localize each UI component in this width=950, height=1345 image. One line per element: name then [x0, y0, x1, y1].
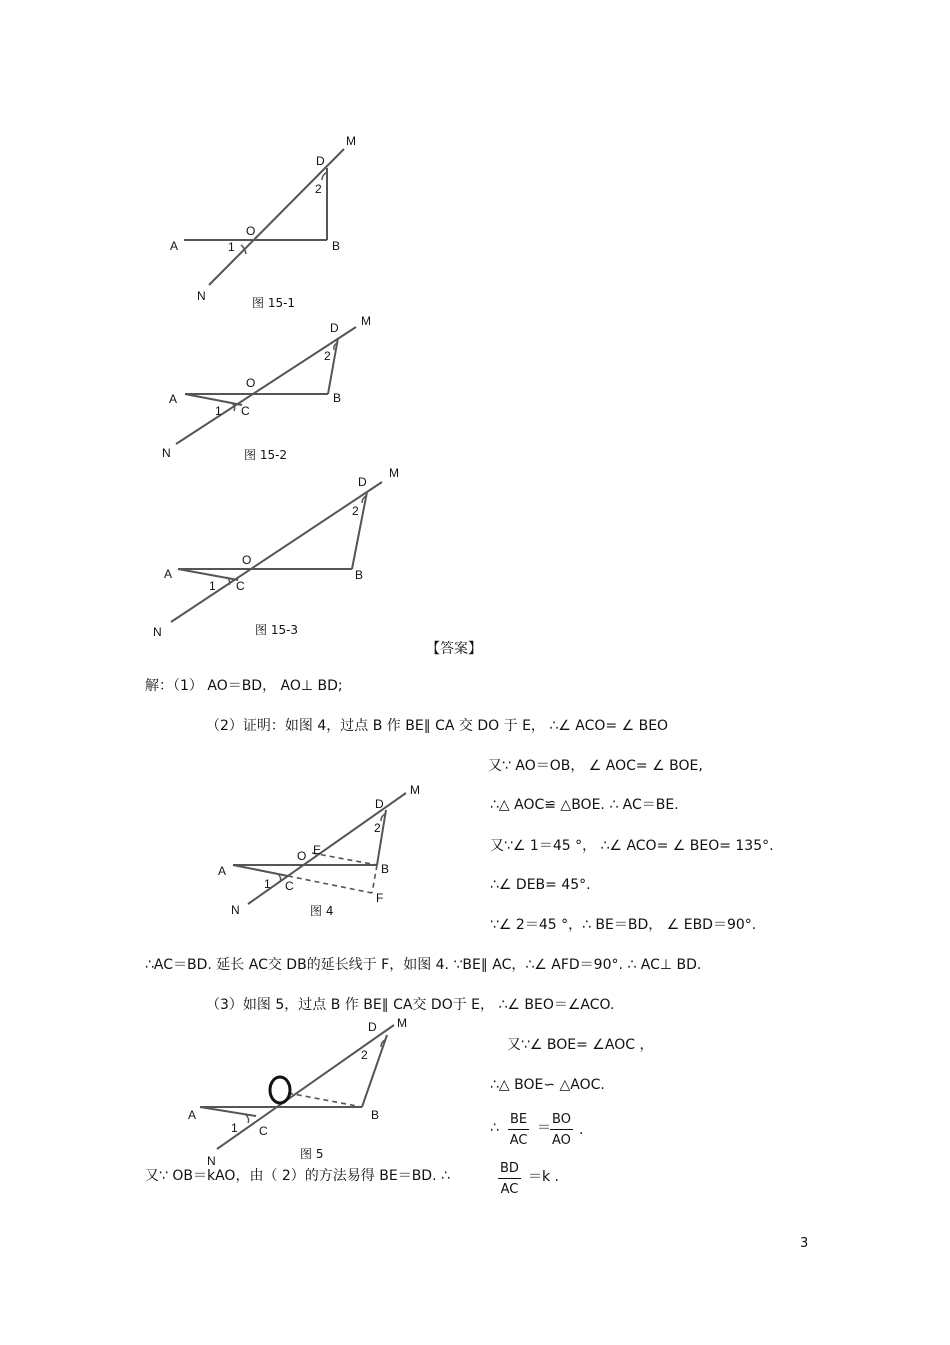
label-M: M: [410, 783, 420, 797]
label-O: O: [297, 849, 307, 863]
label-1: 1: [231, 1121, 238, 1135]
label-C: C: [259, 1124, 268, 1138]
label-B: B: [355, 568, 364, 582]
label-E: E: [313, 843, 322, 857]
label-1: 1: [264, 877, 271, 891]
label-A: A: [164, 567, 173, 581]
page-number: 3: [800, 1236, 809, 1251]
label-N: N: [207, 1154, 216, 1168]
label-2: 2: [324, 349, 331, 363]
answer-part2-line: ∴∠ DEB= 45°.: [490, 877, 591, 893]
label-A: A: [170, 239, 179, 253]
label-O: O: [242, 553, 252, 567]
label-M: M: [361, 314, 371, 328]
label-A: A: [188, 1108, 197, 1122]
figure-caption: 图 15-1: [252, 296, 296, 310]
label-O: O: [246, 224, 256, 238]
label-C: C: [285, 879, 294, 893]
label-N: N: [231, 903, 240, 917]
answer-part2-end: ∴AC＝BD. 延长 AC交 DB的延长线于 F，如图 4. ∵BE∥ AC，∴∠ AFD＝90°. ∴ AC⊥ BD.: [145, 957, 702, 973]
figure-caption: 图 15-3: [255, 623, 299, 637]
answer-part2-line: 又∵ AO＝OB， ∠ AOC= ∠ BOE,: [488, 758, 703, 774]
answer-part3-intro: （3）如图 5，过点 B 作 BE∥ CA交 DO于 E， ∴∠ BEO＝∠ACO.: [206, 997, 615, 1013]
label-N: N: [197, 289, 206, 303]
label-1: 1: [209, 579, 216, 593]
figure-caption: 图 5: [300, 1147, 324, 1161]
circle-mark: [270, 1077, 290, 1103]
answer-part2-intro: （2）证明：如图 4，过点 B 作 BE∥ CA 交 DO 于 E， ∴∠ ACO= ∠ BEO: [206, 718, 669, 734]
answer-part3-end: 又∵ OB＝kAO，由（ 2）的方法易得 BE＝BD. ∴: [145, 1168, 450, 1184]
figure-caption: 图 15-2: [244, 448, 288, 462]
label-2: 2: [374, 821, 381, 835]
label-D: D: [375, 797, 384, 811]
label-A: A: [169, 392, 178, 406]
label-2: 2: [361, 1048, 368, 1062]
label-M: M: [397, 1016, 407, 1030]
label-B: B: [371, 1108, 380, 1122]
answer-part2-line: 又∵∠ 1＝45 °， ∴∠ ACO= ∠ BEO= 135°.: [490, 838, 774, 854]
label-2: 2: [352, 504, 359, 518]
label-2: 2: [315, 182, 322, 196]
label-M: M: [346, 134, 356, 148]
equals-sign: ＝: [537, 1120, 551, 1136]
answer-part2-line: ∵∠ 2＝45 °，∴ BE＝BD， ∠ EBD＝90°.: [490, 917, 757, 933]
label-B: B: [332, 239, 341, 253]
period: .: [579, 1122, 584, 1138]
label-A: A: [218, 864, 227, 878]
fraction-bo-ao: [550, 1113, 573, 1147]
fraction-denominator: AC: [509, 1133, 528, 1148]
fraction-be-ac: [508, 1113, 529, 1147]
label-D: D: [358, 475, 367, 489]
label-M: M: [389, 466, 399, 480]
fraction-bd-ac: [498, 1162, 521, 1196]
fraction-numerator: BO: [550, 1113, 573, 1130]
therefore-symbol: ∴: [490, 1120, 499, 1136]
label-D: D: [368, 1020, 377, 1034]
fraction-denominator: AC: [500, 1182, 519, 1197]
label-F: F: [376, 891, 384, 905]
label-1: 1: [215, 404, 222, 418]
answer-part1: 解：（1） AO＝BD， AO⊥ BD;: [145, 678, 343, 694]
label-D: D: [316, 154, 325, 168]
label-N: N: [162, 446, 171, 460]
label-1: 1: [228, 240, 235, 254]
fraction-numerator: BD: [498, 1162, 521, 1179]
label-O: O: [246, 376, 256, 390]
answer-part3-line: ∴△ BOE∽ △AOC.: [490, 1077, 605, 1093]
answer-heading: 【答案】: [426, 641, 482, 657]
fraction-numerator: BE: [508, 1113, 529, 1130]
label-C: C: [241, 404, 250, 418]
label-B: B: [333, 391, 342, 405]
answer-part2-line: ∴△ AOC≌ △BOE. ∴ AC＝BE.: [490, 797, 679, 813]
answer-part3-line: 又∵∠ BOE= ∠AOC ，: [507, 1037, 654, 1053]
label-D: D: [330, 321, 339, 335]
figure-caption: 图 4: [310, 904, 334, 918]
fraction-denominator: AO: [552, 1133, 571, 1148]
label-N: N: [153, 625, 162, 639]
label-B: B: [381, 862, 390, 876]
label-C: C: [236, 579, 245, 593]
answer-final-k: ＝k .: [528, 1169, 560, 1185]
